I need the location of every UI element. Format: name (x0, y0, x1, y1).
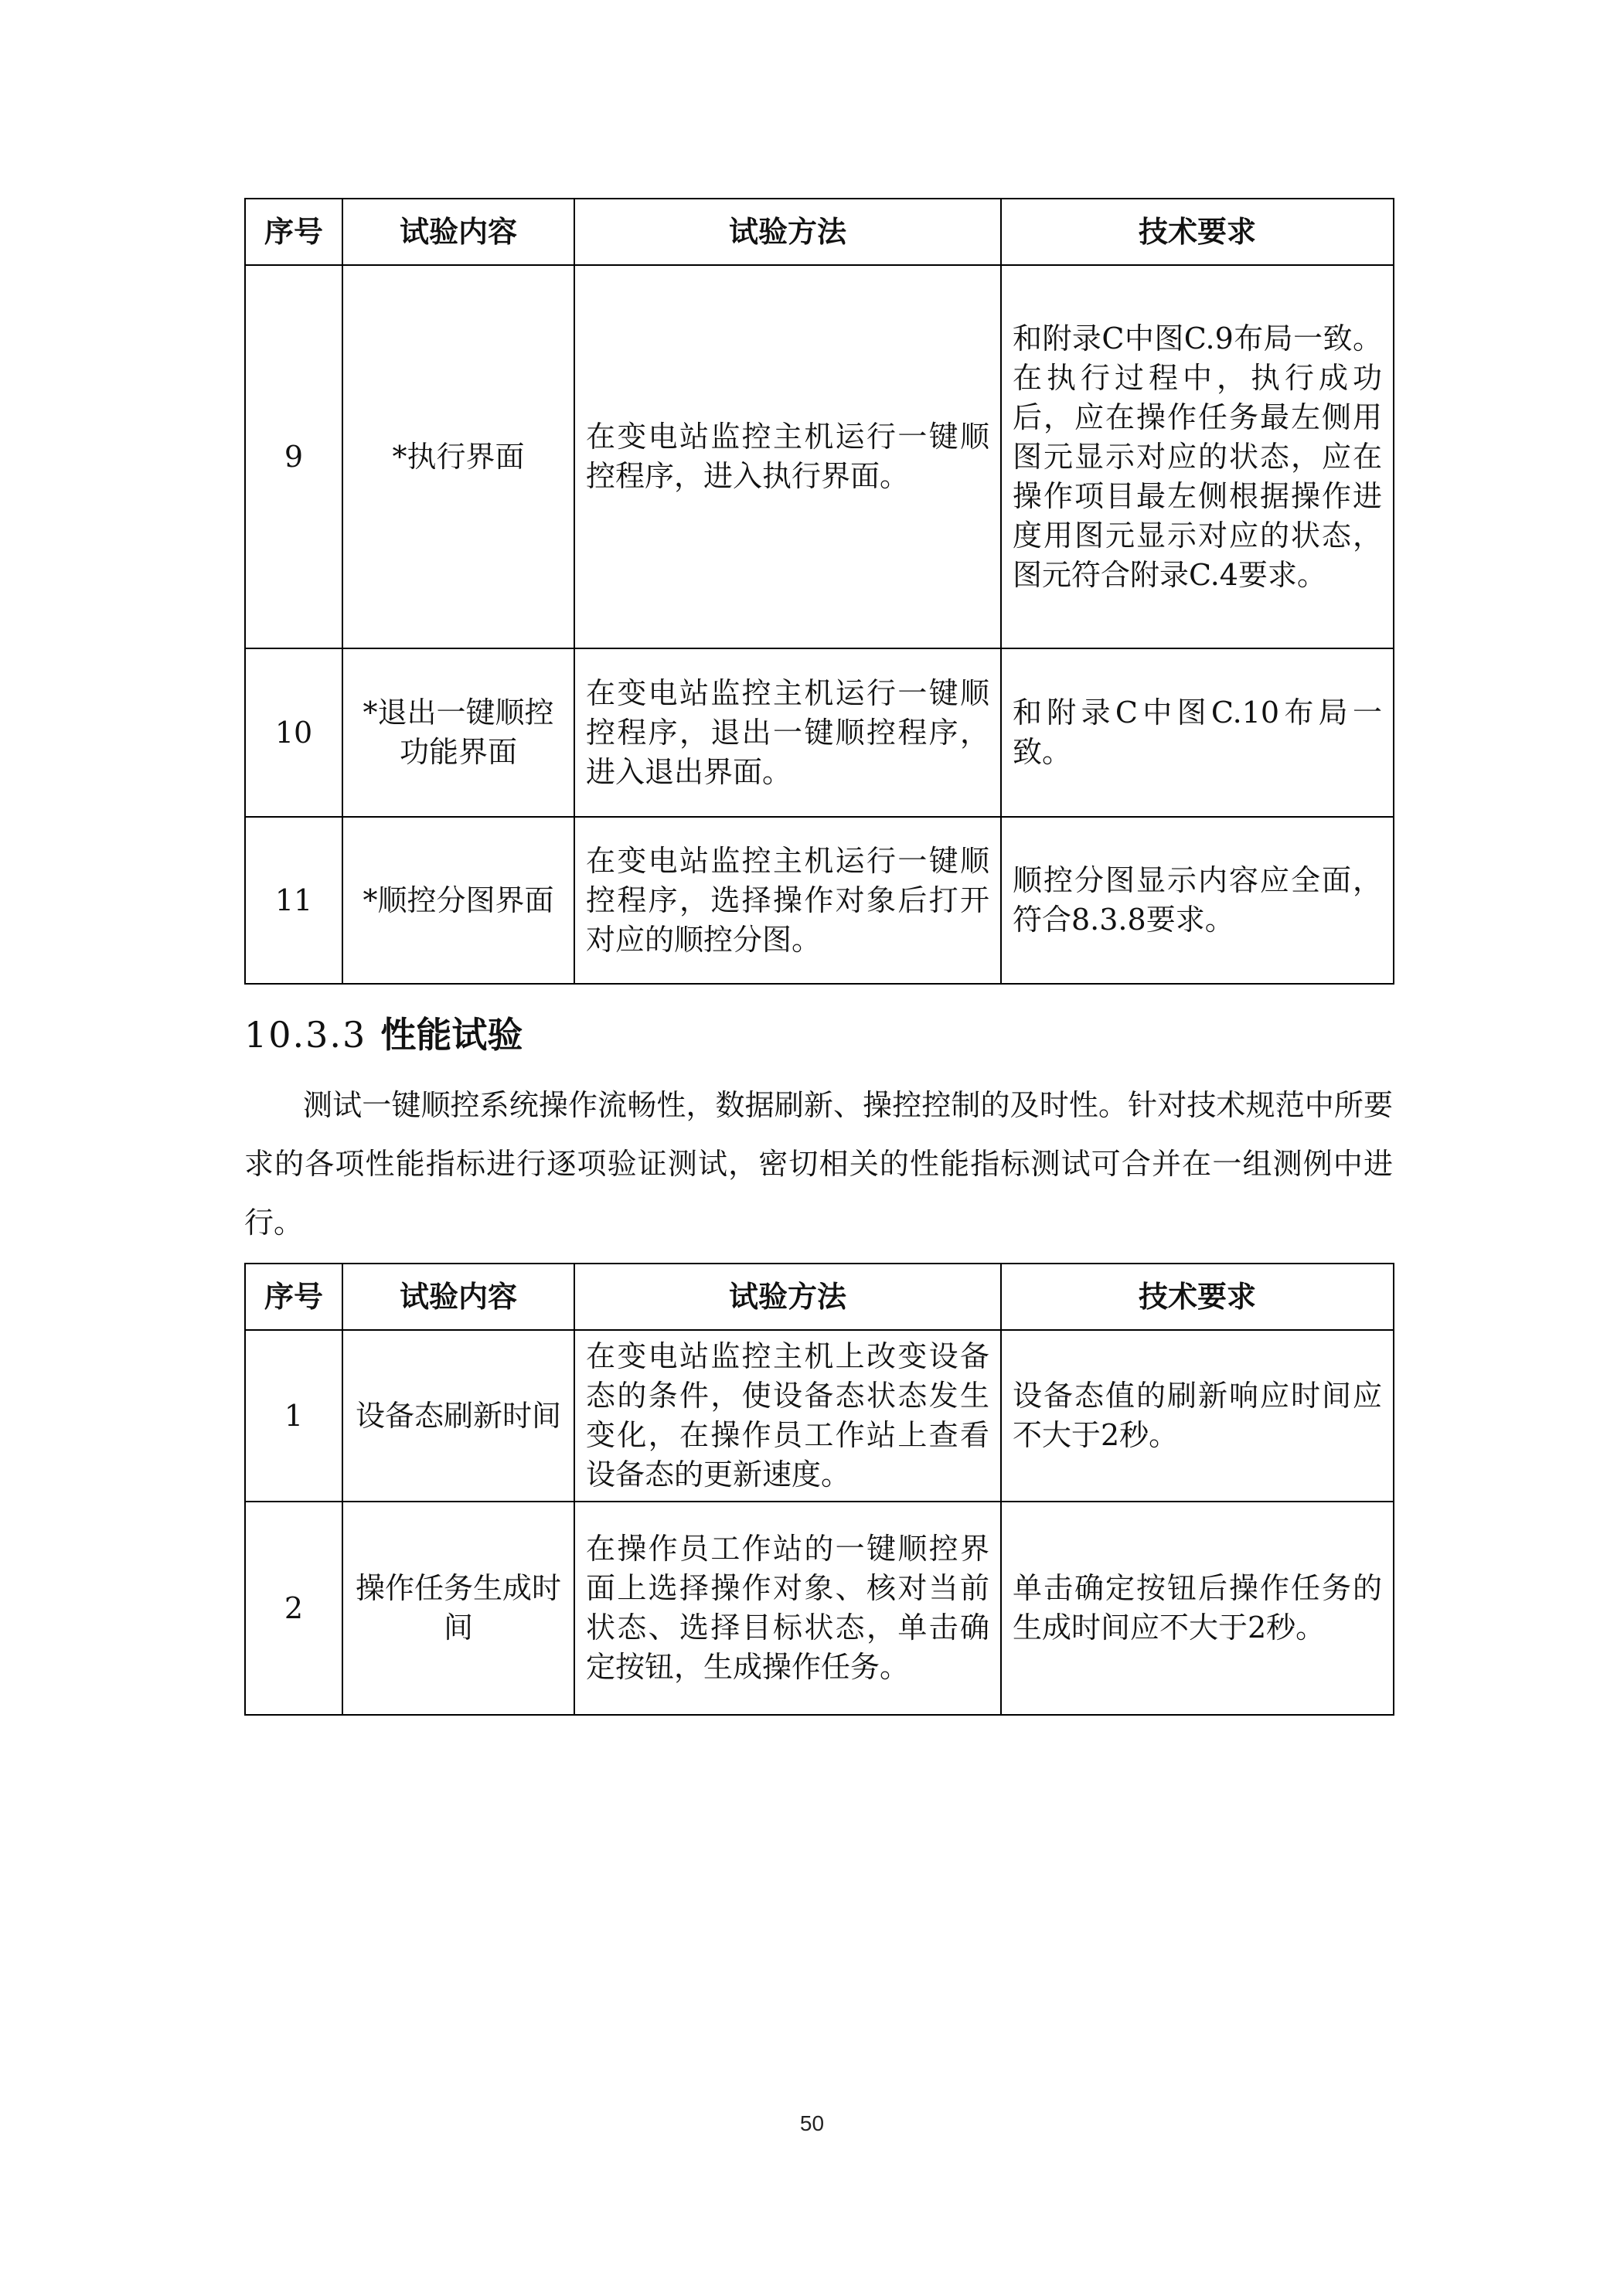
header-method: 试验方法 (574, 199, 1001, 265)
page-content (244, 198, 1393, 1716)
row-method: 在变电站监控主机运行一键顺控程序，选择操作对象后打开对应的顺控分图。 (574, 817, 1001, 984)
row-no: 2 (245, 1502, 342, 1715)
header-item: 试验内容 (342, 1264, 574, 1330)
row-method: 在变电站监控主机上改变设备态的条件，使设备态状态发生变化，在操作员工作站上查看设备态的更新速度。 (574, 1330, 1001, 1502)
row-method: 在变电站监控主机运行一键顺控程序，进入执行界面。 (574, 265, 1001, 648)
table-row (245, 1502, 1394, 1715)
section-paragraph: 测试一键顺控系统操作流畅性，数据刷新、操控控制的及时性。针对技术规范中所要求的各项性能指标进行逐项验证测试，密切相关的性能指标测试可合并在一组测例中进行。 (244, 1088, 1393, 1240)
header-no: 序号 (245, 199, 342, 265)
header-item: 试验内容 (342, 199, 574, 265)
table-header-row (245, 199, 1394, 265)
row-requirement: 单击确定按钮后操作任务的生成时间应不大于2秒。 (1001, 1502, 1394, 1715)
header-method: 试验方法 (574, 1264, 1001, 1330)
row-requirement: 设备态值的刷新响应时间应不大于2秒。 (1001, 1330, 1394, 1502)
row-requirement: 顺控分图显示内容应全面，符合8.3.8要求。 (1001, 817, 1394, 984)
row-item: 设备态刷新时间 (342, 1330, 574, 1502)
row-no: 1 (245, 1330, 342, 1502)
row-requirement: 和附录C中图C.9布局一致。在执行过程中，执行成功后，应在操作任务最左侧用图元显示对应的状态，应在操作项目最左侧根据操作进度用图元显示对应的状态，图元符合附录C.4要求。 (1001, 265, 1394, 648)
row-method: 在变电站监控主机运行一键顺控程序，退出一键顺控程序，进入退出界面。 (574, 648, 1001, 817)
section-heading (244, 1005, 1393, 1065)
header-requirement: 技术要求 (1001, 1264, 1394, 1330)
row-no: 11 (245, 817, 342, 984)
table-row (245, 817, 1394, 984)
table-header-row (245, 1264, 1394, 1330)
row-no: 9 (245, 265, 342, 648)
section-number: 10.3.3 (244, 1014, 367, 1056)
row-item: *顺控分图界面 (342, 817, 574, 984)
test-table-performance (244, 1263, 1394, 1716)
header-no: 序号 (245, 1264, 342, 1330)
row-item: *退出一键顺控功能界面 (342, 648, 574, 817)
row-item: *执行界面 (342, 265, 574, 648)
table-row (245, 648, 1394, 817)
row-item: 操作任务生成时间 (342, 1502, 574, 1715)
section-title: 性能试验 (380, 1014, 523, 1056)
page-number: 50 (799, 2111, 825, 2135)
row-no: 10 (245, 648, 342, 817)
row-method: 在操作员工作站的一键顺控界面上选择操作对象、核对当前状态、选择目标状态，单击确定按钮，生成操作任务。 (574, 1502, 1001, 1715)
table-row (245, 1330, 1394, 1502)
table-row (245, 265, 1394, 648)
header-requirement: 技术要求 (1001, 199, 1394, 265)
test-table-interface (244, 198, 1394, 985)
row-requirement: 和附录C中图C.10布局一致。 (1001, 648, 1394, 817)
